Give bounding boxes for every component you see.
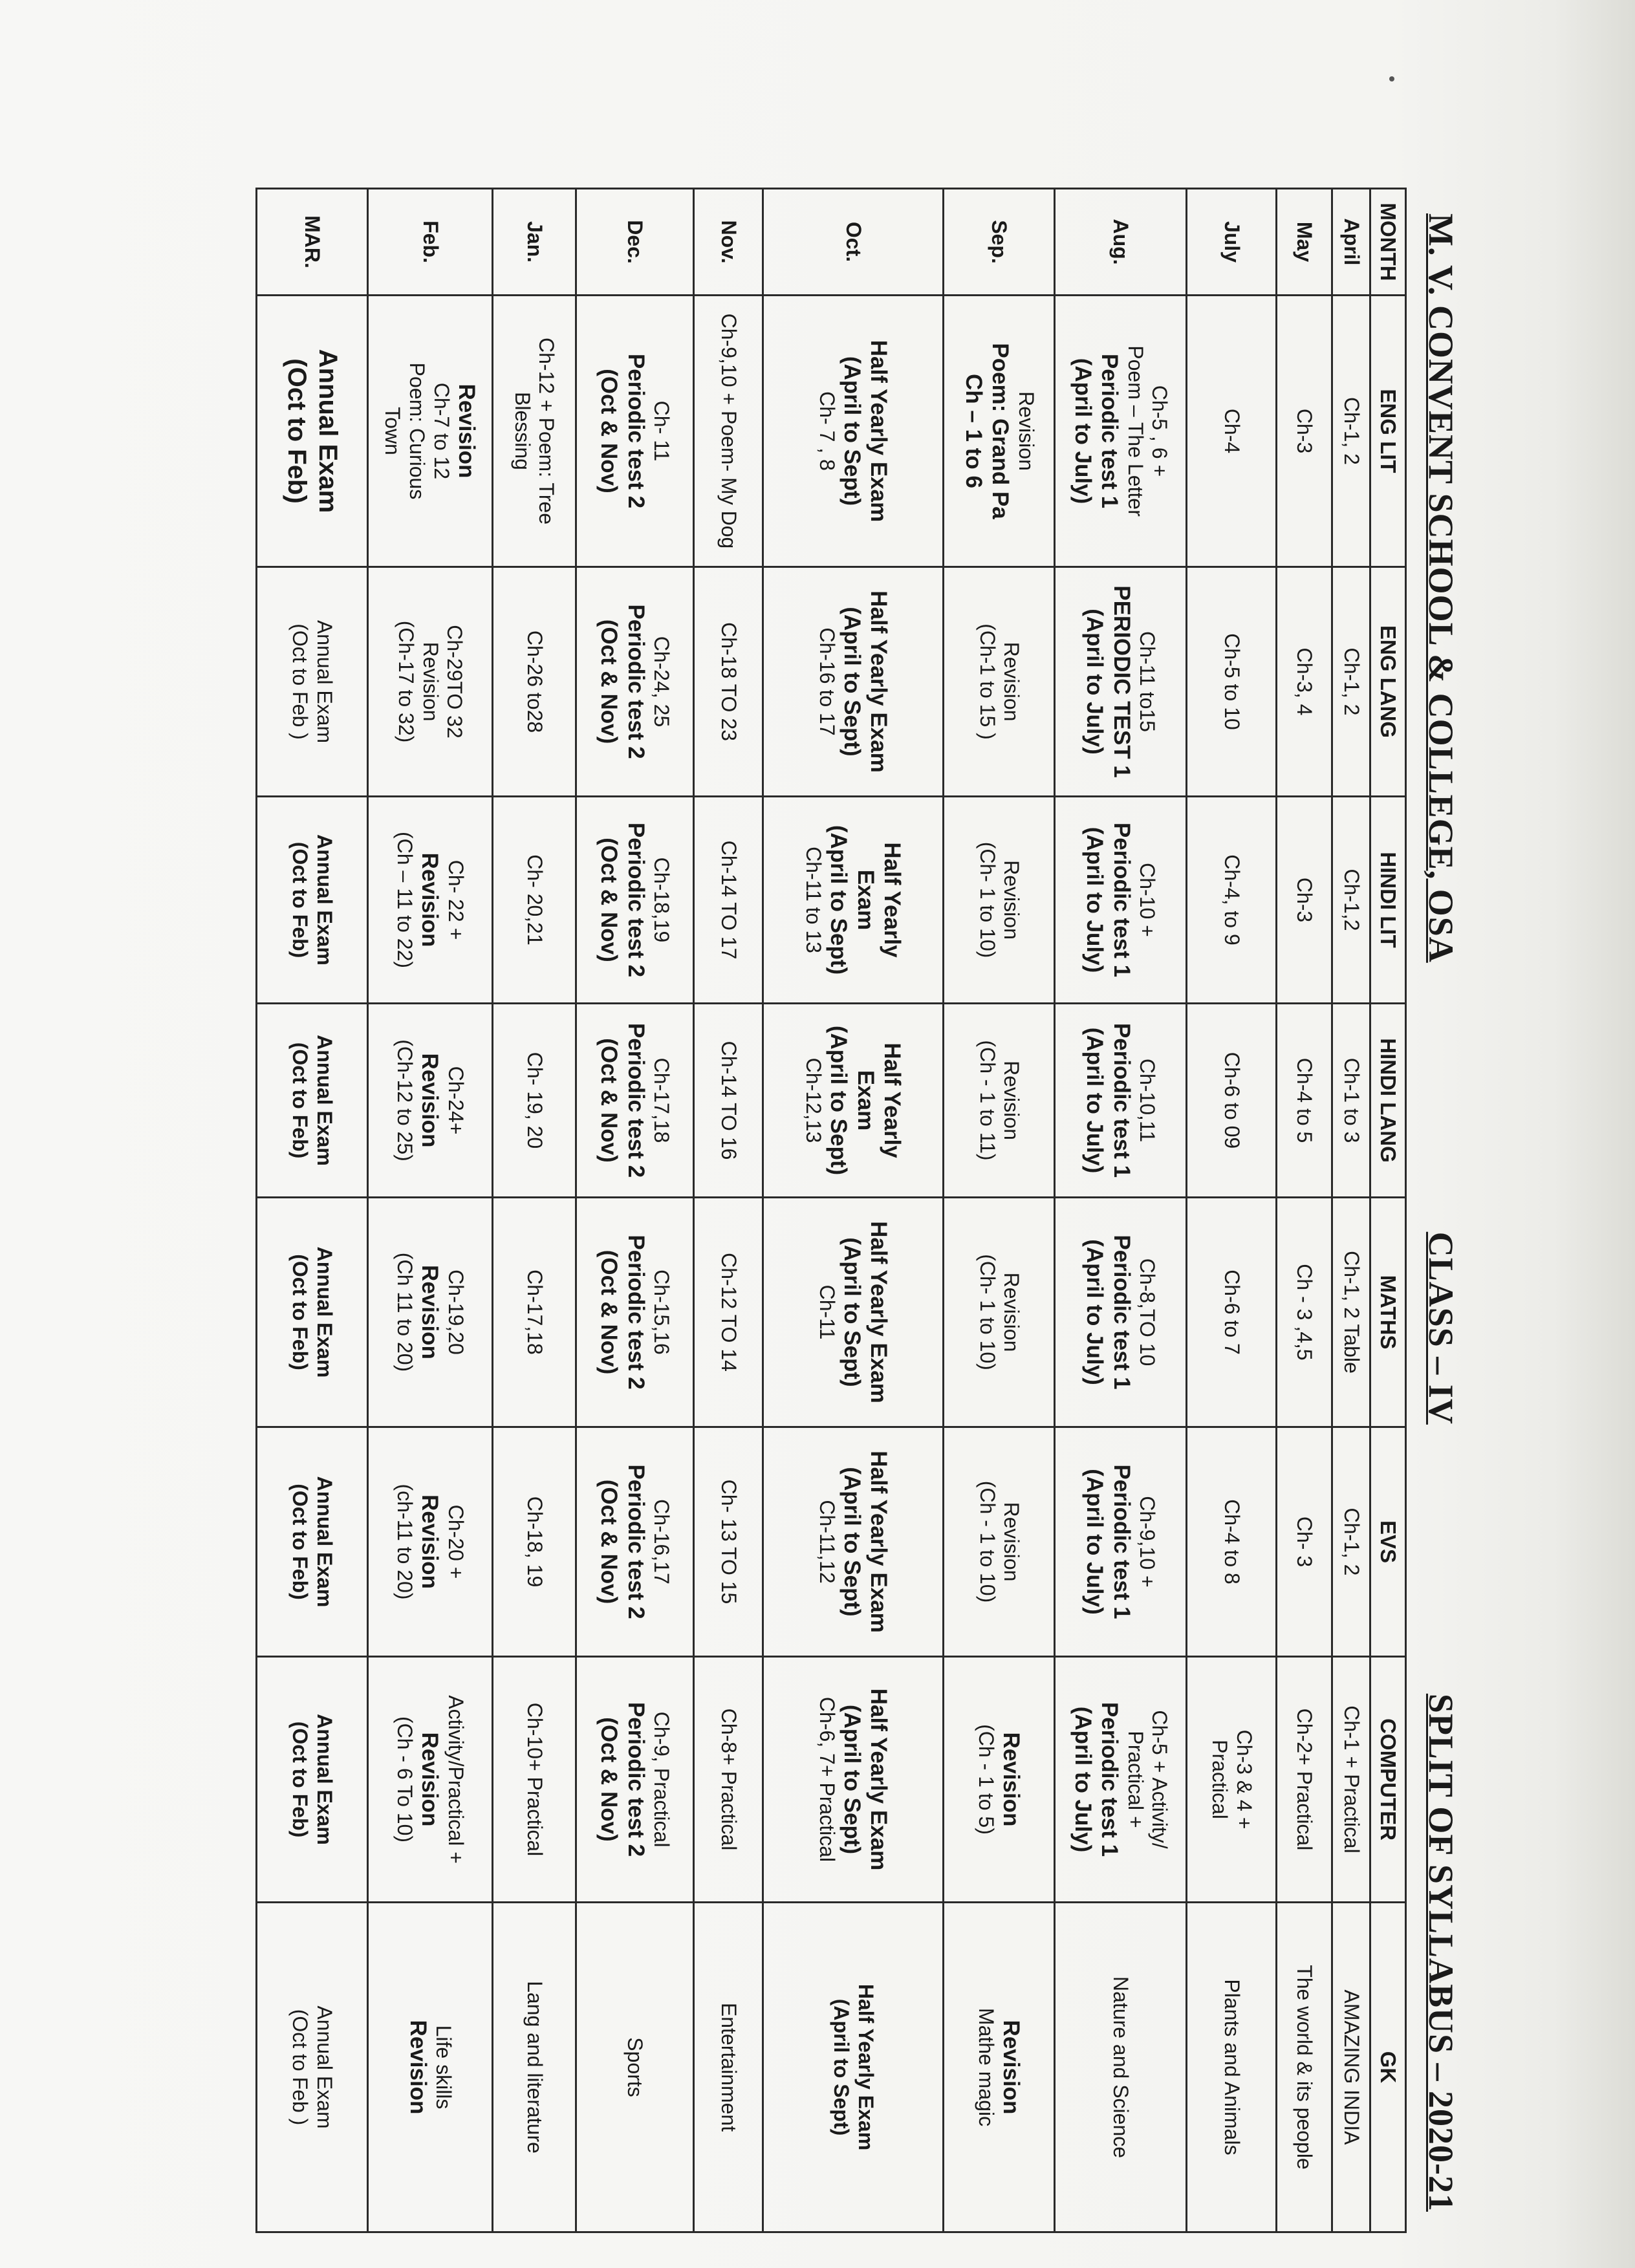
exam-label: Half Yearly Exam (April to Sept) <box>839 590 892 773</box>
table-cell <box>1054 797 1186 1004</box>
table-cell <box>576 1004 693 1198</box>
cell-text: Ch-11,12 <box>815 1500 839 1584</box>
exam-label: Revision <box>454 383 480 479</box>
col-gk: GK <box>1370 1903 1406 2232</box>
table-cell: Revision (Ch- 1 to 10) <box>944 797 1055 1004</box>
exam-label: Periodic test 2 (Oct & Nov) <box>596 822 649 978</box>
cell-text: Ch-19,20 <box>444 1269 468 1355</box>
table-cell: Annual Exam (Oct to Feb ) <box>257 567 368 797</box>
table-cell: Ch-29TO 32 Revision (Ch-17 to 32) <box>367 567 492 797</box>
col-computer: COMPUTER <box>1370 1657 1406 1903</box>
cell-text: Activity/Practical + <box>444 1695 468 1864</box>
col-hindi-lit: HINDI LIT <box>1370 797 1406 1004</box>
table-row <box>576 189 693 2232</box>
table-cell: Ch- 19, 20 <box>492 1004 576 1198</box>
table-cell: Ch-3 & 4 + Practical <box>1186 1657 1276 1903</box>
table-row <box>693 189 763 2232</box>
table-cell: Ch-5 to 10 <box>1186 567 1276 797</box>
month-cell: Oct. <box>763 189 944 296</box>
table-cell: Plants and Animals <box>1186 1903 1276 2232</box>
cell-text: Revision <box>1014 391 1038 471</box>
cell-text: (ch-11 to 20) <box>393 1484 417 1600</box>
table-cell: Ch-1, 2 <box>1332 296 1370 567</box>
table-cell <box>763 1004 944 1198</box>
table-cell <box>763 1427 944 1657</box>
table-cell <box>944 296 1055 567</box>
table-cell: Ch-26 to28 <box>492 567 576 797</box>
exam-label: PERIODIC TEST 1 (April to July) <box>1082 585 1134 778</box>
col-maths: MATHS <box>1370 1198 1406 1427</box>
col-hindi-lang: HINDI LANG <box>1370 1004 1406 1198</box>
table-cell <box>576 1657 693 1903</box>
exam-label: Half Yearly Exam (April to Sept) <box>826 825 905 975</box>
exam-label: Revision <box>999 2020 1024 2115</box>
cell-text: Mathe magic <box>974 2007 998 2127</box>
table-cell: Ch-2+ Practical <box>1277 1657 1332 1903</box>
exam-label: Revision <box>417 1053 443 1148</box>
exam-label: Periodic test 1 (April to July) <box>1070 1701 1122 1857</box>
table-cell <box>944 1903 1055 2232</box>
month-cell: Feb. <box>367 189 492 296</box>
table-cell <box>576 797 693 1004</box>
table-cell: Ch-4, to 9 <box>1186 797 1276 1004</box>
cell-text: Ch-18,19 <box>650 857 674 943</box>
table-cell: Ch-4 to 8 <box>1186 1427 1276 1657</box>
table-row <box>367 189 492 2232</box>
table-cell: Annual Exam (Oct to Feb) <box>257 1198 368 1427</box>
month-cell: July <box>1186 189 1276 296</box>
cell-text: Ch-9, Practical <box>650 1711 674 1848</box>
exam-label: Periodic test 2 (Oct & Nov) <box>596 1701 649 1857</box>
exam-label: Periodic test 2 (Oct & Nov) <box>596 1235 649 1390</box>
rotated-document <box>252 188 1471 2231</box>
table-cell <box>576 567 693 797</box>
table-cell: Revision (Ch - 1 to 10) <box>944 1427 1055 1657</box>
table-cell <box>367 1427 492 1657</box>
exam-label: Revision <box>405 2020 431 2115</box>
cell-text: Ch- 22 + <box>444 859 468 940</box>
cell-text: Ch-17,18 <box>650 1057 674 1143</box>
exam-label: Periodic test 1 (April to July) <box>1070 353 1122 509</box>
table-row <box>1332 189 1370 2232</box>
table-cell: Ch-18, 19 <box>492 1427 576 1657</box>
exam-label: Half Yearly Exam (April to Sept) <box>839 340 892 523</box>
cell-text: Ch- 7 , 8 <box>815 391 839 471</box>
table-cell: Ch-12 + Poem: Tree Blessing <box>492 296 576 567</box>
table-cell: Ch-3 <box>1277 797 1332 1004</box>
cell-text: Ch- 11 <box>650 400 674 462</box>
table-cell: Ch-6 to 7 <box>1186 1198 1276 1427</box>
exam-label: Periodic test 2 (Oct & Nov) <box>596 1464 649 1619</box>
cell-text: (Ch-12 to 25) <box>393 1039 417 1161</box>
table-cell: Ch-1, 2 Table <box>1332 1198 1370 1427</box>
month-cell: Sep. <box>944 189 1055 296</box>
table-cell <box>576 1427 693 1657</box>
exam-label: Revision <box>417 1495 443 1589</box>
table-cell: Ch-3, 4 <box>1277 567 1332 797</box>
table-cell: Ch - 3 ,4,5 <box>1277 1198 1332 1427</box>
table-cell: Ch-3 <box>1277 296 1332 567</box>
table-cell <box>1054 1657 1186 1903</box>
table-cell <box>1054 1427 1186 1657</box>
table-cell: Revision (Ch- 1 to 10) <box>944 1198 1055 1427</box>
col-eng-lit: ENG LIT <box>1370 296 1406 567</box>
table-cell <box>1054 296 1186 567</box>
table-cell: AMAZING INDIA <box>1332 1903 1370 2232</box>
cell-text: (Ch - 6 To 10) <box>393 1716 417 1843</box>
table-cell: Ch-4 to 5 <box>1277 1004 1332 1198</box>
table-cell <box>763 1198 944 1427</box>
table-cell: Annual Exam (Oct to Feb) <box>257 1427 368 1657</box>
exam-label: Periodic test 1 (April to July) <box>1082 1464 1134 1619</box>
cell-text: Ch-24+ <box>444 1066 468 1135</box>
table-cell <box>367 1198 492 1427</box>
cell-text: Ch-9,10 + <box>1136 1496 1160 1588</box>
cell-text: Ch-6, 7+ Practical <box>815 1696 839 1863</box>
table-cell: Ch-1, 2 <box>1332 567 1370 797</box>
syllabus-title: SPLIT OF SYLLABUS – 2020-21 <box>1422 1693 1460 2212</box>
table-cell: Entertainment <box>693 1903 763 2232</box>
table-cell: Ch-14 TO 17 <box>693 797 763 1004</box>
col-eng-lang: ENG LANG <box>1370 567 1406 797</box>
exam-label: Revision <box>999 1732 1024 1827</box>
table-row <box>763 189 944 2232</box>
cell-text: Ch-8,TO 10 <box>1136 1258 1160 1366</box>
exam-label: Periodic test 1 (April to July) <box>1082 1022 1134 1178</box>
table-cell <box>1054 567 1186 797</box>
cell-text: Ch-16,17 <box>650 1499 674 1584</box>
month-cell: Dec. <box>576 189 693 296</box>
table-cell: Ch- 3 <box>1277 1427 1332 1657</box>
table-cell: Ch-1, 2 <box>1332 1427 1370 1657</box>
exam-label: Revision <box>417 1732 443 1827</box>
table-cell <box>1054 1198 1186 1427</box>
table-row <box>944 189 1055 2232</box>
exam-label: Revision <box>417 852 443 947</box>
table-cell: Ch-9,10 + Poem- My Dog <box>693 296 763 567</box>
cell-text: Ch-10 + <box>1136 863 1160 937</box>
col-evs: EVS <box>1370 1427 1406 1657</box>
table-cell: Annual Exam (Oct to Feb) <box>257 797 368 1004</box>
cell-text: Ch-7 to 12 Poem: Curious Town <box>381 362 453 500</box>
table-cell: Ch-8+ Practical <box>693 1657 763 1903</box>
cell-text: Ch-5 + Activity/ Practical + <box>1123 1710 1172 1849</box>
exam-label: Periodic test 1 (April to July) <box>1082 1235 1134 1390</box>
table-cell <box>576 296 693 567</box>
table-cell: Lang and literature <box>492 1903 576 2232</box>
table-cell <box>763 797 944 1004</box>
table-cell: Ch- 20,21 <box>492 797 576 1004</box>
table-cell: Ch-1 + Practical <box>1332 1657 1370 1903</box>
cell-text: (Ch - 1 to 5) <box>974 1724 998 1835</box>
table-cell: Ch-1,2 <box>1332 797 1370 1004</box>
exam-label: Half Yearly Exam (April to Sept) <box>839 1688 892 1871</box>
class-name: CLASS – IV <box>1422 1231 1460 1425</box>
month-cell: MAR. <box>257 189 368 296</box>
table-cell: Ch-10+ Practical <box>492 1657 576 1903</box>
table-cell: Annual Exam (Oct to Feb) <box>257 1004 368 1198</box>
cell-text: Ch-5 , 6 + Poem – The Letter <box>1123 345 1172 517</box>
table-cell: Ch-17,18 <box>492 1198 576 1427</box>
month-cell: Nov. <box>693 189 763 296</box>
month-cell: Aug. <box>1054 189 1186 296</box>
cell-text: Ch-15,16 <box>650 1269 674 1355</box>
table-row <box>257 189 368 2232</box>
exam-label: Periodic test 2 (Oct & Nov) <box>596 604 649 759</box>
table-row <box>1186 189 1276 2232</box>
table-cell <box>763 567 944 797</box>
cell-text: Ch-11 to 13 <box>802 847 826 953</box>
cell-text: (Ch – 11 to 22) <box>393 831 417 969</box>
month-cell: April <box>1332 189 1370 296</box>
table-cell <box>367 1903 492 2232</box>
table-row <box>1277 189 1332 2232</box>
table-cell: Ch-6 to 09 <box>1186 1004 1276 1198</box>
month-cell: May <box>1277 189 1332 296</box>
cell-text: Ch-20 + <box>444 1504 468 1579</box>
exam-label: Periodic test 2 (Oct & Nov) <box>596 353 649 509</box>
table-cell: Annual Exam (Oct to Feb) <box>257 296 368 567</box>
table-cell <box>367 1657 492 1903</box>
exam-label: Revision <box>417 1265 443 1359</box>
document-heading <box>1413 188 1471 2231</box>
table-cell: Sports <box>576 1903 693 2232</box>
table-cell: Annual Exam (Oct to Feb ) <box>257 1903 368 2232</box>
cell-text: Ch-11 <box>815 1284 839 1340</box>
cell-text: Ch-24, 25 <box>650 636 674 728</box>
school-name: M. V. CONVENT SCHOOL & COLLEGE, OSA <box>1422 213 1460 963</box>
table-cell: Nature and Science <box>1054 1903 1186 2232</box>
col-month: MONTH <box>1370 189 1406 296</box>
cell-text: Life skills <box>432 2025 456 2110</box>
table-cell: Ch-18 TO 23 <box>693 567 763 797</box>
table-cell <box>367 797 492 1004</box>
syllabus-table <box>255 188 1407 2233</box>
cell-text: Ch-11 to15 <box>1136 631 1160 732</box>
table-cell: Revision (Ch-1 to 15 ) <box>944 567 1055 797</box>
cell-text: Ch-16 to 17 <box>815 627 839 736</box>
cell-text: Ch-10,11 <box>1136 1058 1160 1143</box>
exam-label: Half Yearly Exam (April to Sept) <box>839 1221 892 1403</box>
exam-label: Half Yearly Exam (April to Sept) <box>839 1451 892 1633</box>
exam-label: Half Yearly Exam (April to Sept) <box>826 1025 905 1176</box>
table-cell: Ch-1 to 3 <box>1332 1004 1370 1198</box>
table-cell <box>576 1198 693 1427</box>
cell-text: Ch-12,13 <box>802 1057 826 1143</box>
table-cell <box>1054 1004 1186 1198</box>
table-cell: Ch-4 <box>1186 296 1276 567</box>
table-cell <box>367 296 492 567</box>
header-row <box>1370 189 1406 2232</box>
table-cell: The world & its people <box>1277 1903 1332 2232</box>
table-cell <box>763 296 944 567</box>
cell-text: (Ch 11 to 20) <box>393 1252 417 1372</box>
exam-label: Poem: Grand Pa Ch – 1 to 6 <box>960 343 1013 519</box>
ink-speck <box>1389 76 1394 81</box>
table-cell: Annual Exam (Oct to Feb) <box>257 1657 368 1903</box>
month-cell: Jan. <box>492 189 576 296</box>
table-cell: Half Yearly Exam (April to Sept) <box>763 1903 944 2232</box>
exam-label: Periodic test 1 (April to July) <box>1082 822 1134 978</box>
exam-label: Periodic test 2 (Oct & Nov) <box>596 1022 649 1178</box>
table-cell: Revision (Ch - 1 to 11) <box>944 1004 1055 1198</box>
table-cell <box>367 1004 492 1198</box>
table-cell: Ch- 13 TO 15 <box>693 1427 763 1657</box>
table-cell <box>944 1657 1055 1903</box>
table-row <box>492 189 576 2232</box>
table-row <box>1054 189 1186 2232</box>
table-cell <box>763 1657 944 1903</box>
table-cell: Ch-12 TO 14 <box>693 1198 763 1427</box>
table-cell: Ch-14 TO 16 <box>693 1004 763 1198</box>
